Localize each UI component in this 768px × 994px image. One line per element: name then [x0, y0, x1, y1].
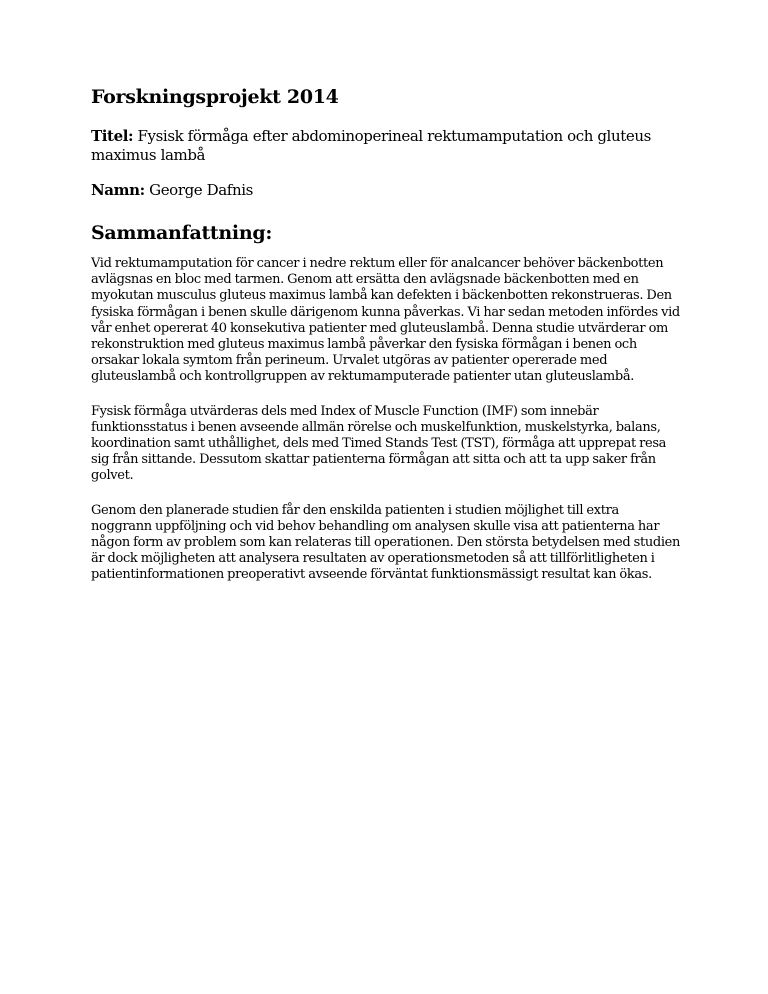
summary-paragraph-3: Genom den planerade studien får den enskilda patienten i studien möjlighet till extra noggrann uppföljning och vid behov behandling om analysen skulle visa att patienterna har någon form av problem som kan relateras till operationen. Den största betydelsen med studien är dock möjligheten att analysera resultaten av operationsmetoden så att tillförlitligheten i patientinformationen preoperativt avseende förväntat funktionsmässigt resultat kan ökas.: [91, 502, 681, 583]
name-label: Namn:: [91, 181, 145, 199]
document-heading: Forskningsprojekt 2014: [91, 86, 339, 108]
title-field: [91, 127, 681, 165]
title-label: Titel:: [91, 127, 134, 145]
document-page: [91, 84, 681, 602]
title-value: Fysisk förmåga efter abdominoperineal rektumamputation och gluteus maximus lambå: [91, 127, 651, 164]
summary-paragraph-2: Fysisk förmåga utvärderas dels med Index of Muscle Function (IMF) som innebär funktionsstatus i benen avseende allmän rörelse och muskelfunktion, muskelstyrka, balans, koordination samt uthållighet, dels med Timed Stands Test (TST), förmåga att upprepat resa sig från sittande. Dessutom skattar patienterna förmågan att sitta och att ta upp saker från golvet.: [91, 403, 667, 484]
summary-paragraph-1: Vid rektumamputation för cancer i nedre rektum eller för analcancer behöver bäckenbotten avlägsnas en bloc med tarmen. Genom att ersätta den avlägsnade bäckenbotten med en myokutan musculus gluteus maximus lambå kan defekten i bäckenbotten rekonstrueras. Den fysiska förmågan i benen skulle därigenom kunna påverkas. Vi har sedan metoden infördes vid vår enhet opererat 40 konsekutiva patienter med gluteuslambå. Denna studie utvärderar om rekonstruktion med gluteus maximus lambå påverkar den fysiska förmågan i benen och orsakar lokala symtom från perineum. Urvalet utgöras av patienter opererade med gluteuslambå och kontrollgruppen av rektumamputerade patienter utan gluteuslambå.: [91, 256, 680, 385]
name-value: George Dafnis: [149, 181, 253, 199]
name-field: [91, 181, 681, 200]
summary-heading: Sammanfattning:: [91, 222, 273, 244]
